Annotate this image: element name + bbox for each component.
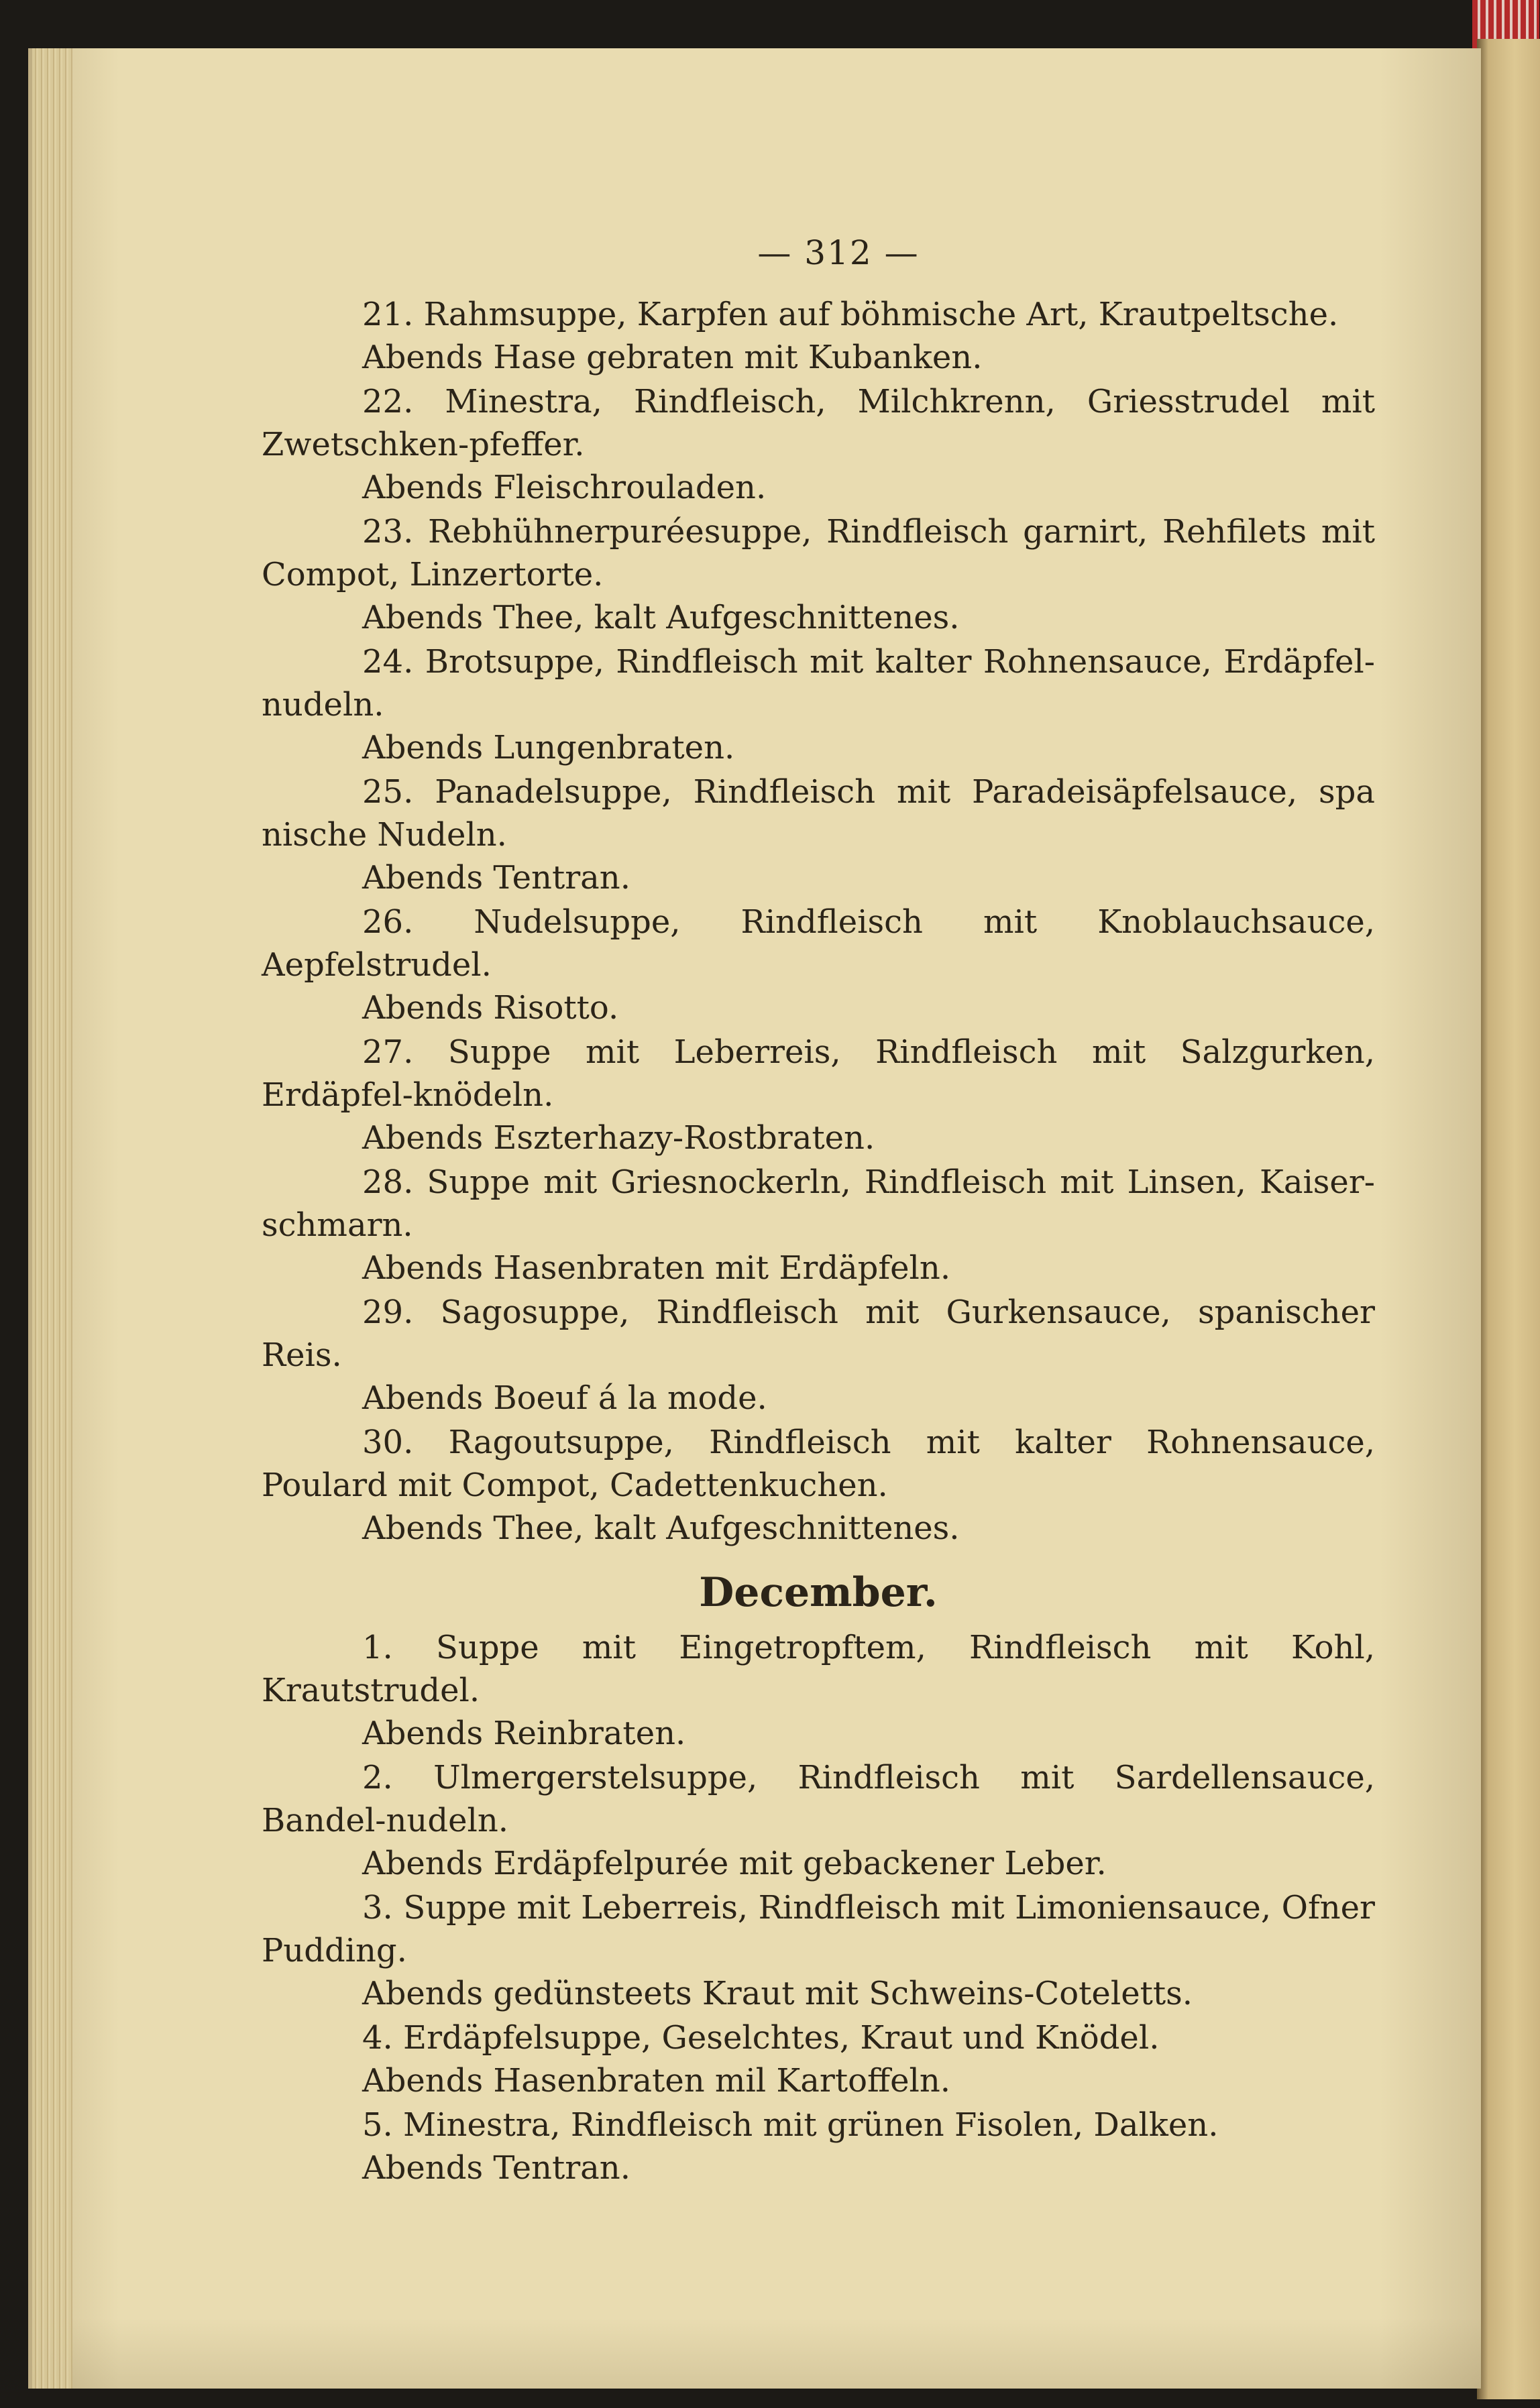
menu-entry-text: 27. Suppe mit Leberreis, Rindfleisch mit Salzgurken, Erdäpfel-knödeln. <box>262 1033 1375 1114</box>
menu-entry <box>262 1161 1375 1289</box>
menu-entry-text: 24. Brotsuppe, Rindfleisch mit kalter Rohnensauce, Erdäpfel-nudeln. <box>262 643 1375 724</box>
menu-entry <box>262 293 1375 379</box>
menu-entry <box>262 2104 1375 2189</box>
menu-entry-evening: Abends gedünsteets Kraut mit Schweins-Coteletts. <box>362 1975 1193 2012</box>
menu-entry-evening: Abends Reinbraten. <box>362 1715 686 1752</box>
menu-entry <box>262 510 1375 639</box>
menu-entry <box>262 1421 1375 1550</box>
menu-entry <box>262 640 1375 769</box>
menu-entry-evening: Abends Risotto. <box>362 989 619 1027</box>
menu-entry <box>262 1756 1375 1885</box>
menu-entry-text: 3. Suppe mit Leberreis, Rindfleisch mit Limoniensauce, Ofner Pudding. <box>262 1889 1375 1969</box>
menu-entry <box>262 380 1375 509</box>
menu-entry-evening: Abends Tentran. <box>362 2149 630 2187</box>
menu-entry <box>262 2016 1375 2102</box>
menu-entry-text: 22. Minestra, Rindfleisch, Milchkrenn, Griesstrudel mit Zwetschken-pfeffer. <box>262 383 1375 463</box>
menu-entry-text: 23. Rebhühnerpuréesuppe, Rindfleisch garnirt, Rehfilets mit Compot, Linzertorte. <box>262 513 1375 593</box>
menu-entry <box>262 1031 1375 1159</box>
menu-entry-evening: Abends Tentran. <box>362 859 630 897</box>
menu-entry-evening: Abends Fleischrouladen. <box>362 469 767 506</box>
menu-entry-text: 25. Panadelsuppe, Rindfleisch mit Paradeisäpfelsauce, spa nische Nudeln. <box>262 773 1375 854</box>
menu-entry-text: 2. Ulmergerstelsuppe, Rindfleisch mit Sardellensauce, Bandel-nudeln. <box>262 1759 1375 1839</box>
menu-entry-evening: Abends Erdäpfelpurée mit gebackener Leber. <box>362 1845 1107 1882</box>
november-entries <box>262 293 1375 1550</box>
menu-entry-text: 28. Suppe mit Griesnockerln, Rindfleisch mit Linsen, Kaiser-schmarn. <box>262 1163 1375 1244</box>
adjacent-page-edge <box>1477 39 1540 2399</box>
menu-entry-text: 4. Erdäpfelsuppe, Geselchtes, Kraut und Knödel. <box>362 2019 1160 2057</box>
menu-entry-text: 1. Suppe mit Eingetropftem, Rindfleisch mit Kohl, Krautstrudel. <box>262 1629 1375 1709</box>
menu-entry-evening: Abends Thee, kalt Aufgeschnittenes. <box>362 1509 960 1547</box>
menu-entry-text: 5. Minestra, Rindfleisch mit grünen Fisolen, Dalken. <box>362 2106 1219 2144</box>
menu-entry <box>262 1291 1375 1420</box>
menu-entry-text: 29. Sagosuppe, Rindfleisch mit Gurkensauce, spanischer Reis. <box>262 1294 1375 1374</box>
page-text <box>262 231 1375 2191</box>
section-heading-december: December. <box>699 1569 938 1616</box>
menu-entry <box>262 1886 1375 2015</box>
menu-entry-evening: Abends Lungenbraten. <box>362 729 735 766</box>
page-stack-edge <box>32 48 72 2389</box>
page-number: — 312 — <box>757 233 920 272</box>
menu-entry-evening: Abends Eszterhazy-Rostbraten. <box>362 1119 875 1157</box>
menu-entry <box>262 901 1375 1029</box>
menu-entry-evening: Abends Hasenbraten mil Kartoffeln. <box>362 2062 951 2100</box>
menu-entry-text: 30. Ragoutsuppe, Rindfleisch mit kalter Rohnensauce, Poulard mit Compot, Cadettenkuchen. <box>262 1424 1375 1504</box>
menu-entry-text: 21. Rahmsuppe, Karpfen auf böhmische Art, Krautpeltsche. <box>362 296 1339 333</box>
december-entries <box>262 1626 1375 2189</box>
menu-entry <box>262 770 1375 899</box>
menu-entry-evening: Abends Hasenbraten mit Erdäpfeln. <box>362 1249 951 1287</box>
menu-entry-evening: Abends Thee, kalt Aufgeschnittenes. <box>362 599 960 636</box>
menu-entry <box>262 1626 1375 1755</box>
menu-entry-evening: Abends Boeuf á la mode. <box>362 1379 767 1417</box>
menu-entry-text: 26. Nudelsuppe, Rindfleisch mit Knoblauchsauce, Aepfelstrudel. <box>262 903 1375 984</box>
menu-entry-evening: Abends Hase gebraten mit Kubanken. <box>362 339 983 376</box>
